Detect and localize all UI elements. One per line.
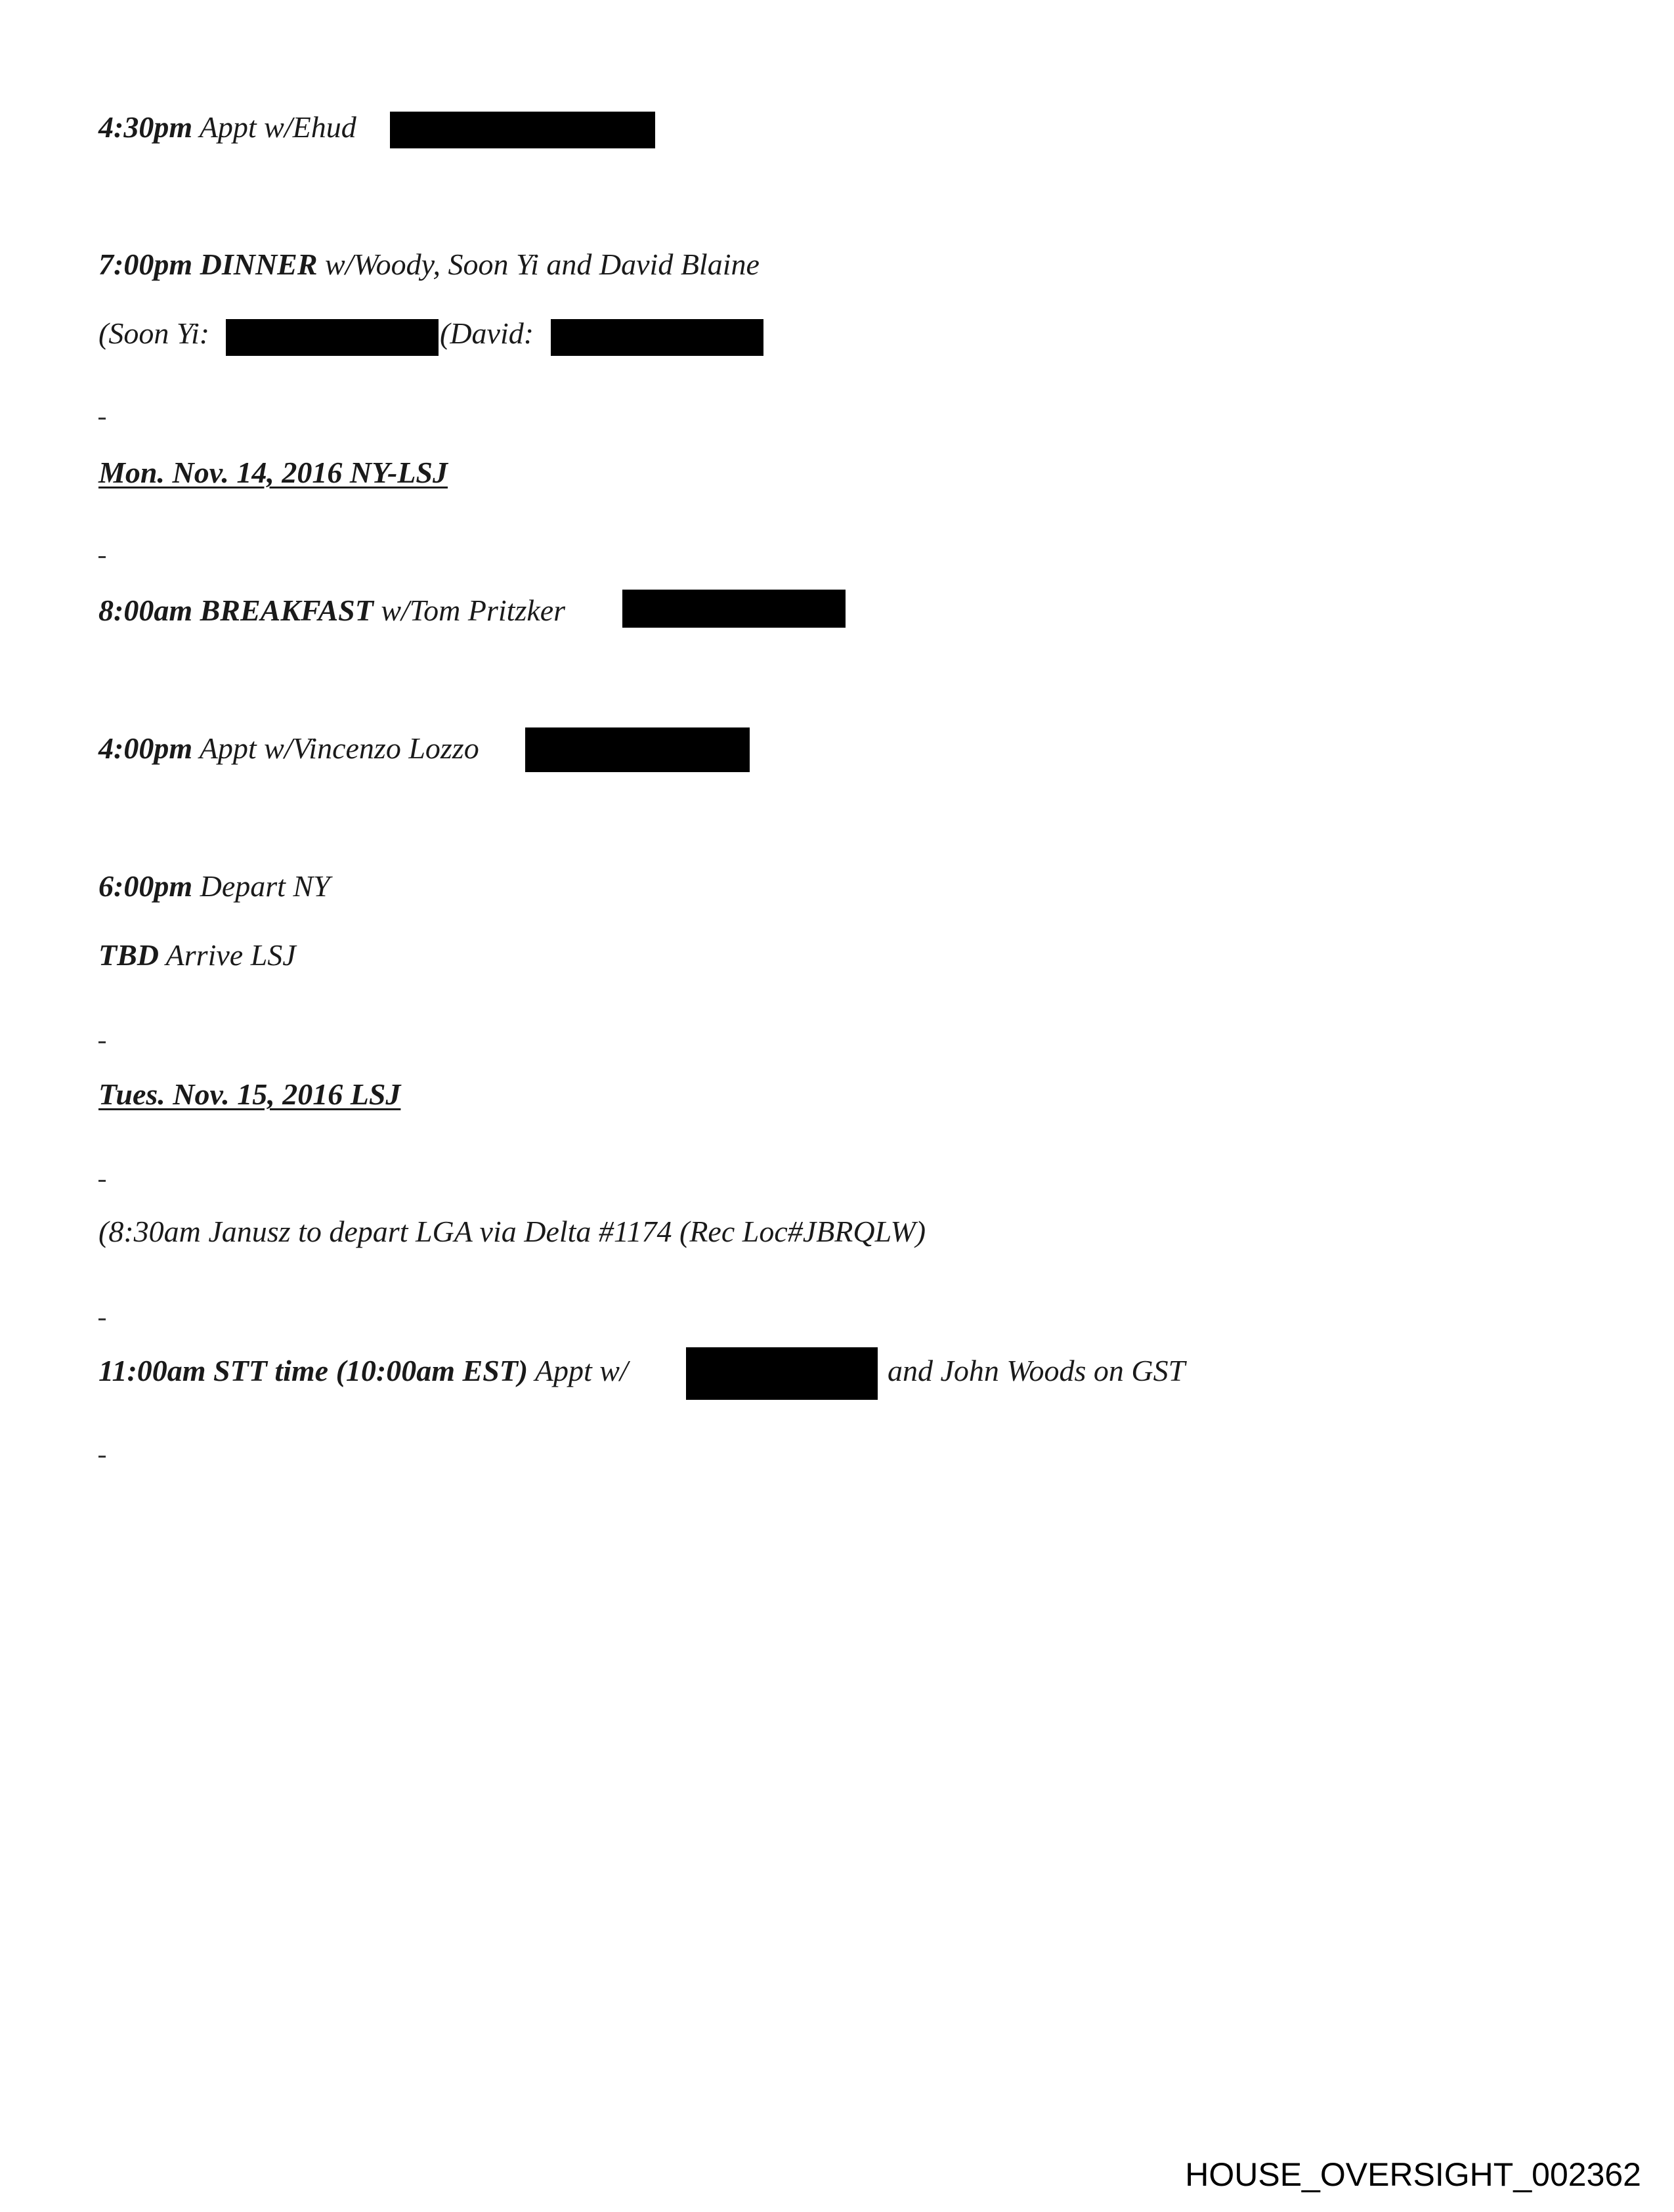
- entry-stt-continued: [888, 1351, 1185, 1391]
- bates-number: HOUSE_OVERSIGHT_002362: [1185, 2156, 1641, 2193]
- entry-janusz: (8:30am Janusz to depart LGA via Delta #1174 (Rec Loc#JBRQLW): [98, 1215, 926, 1248]
- soon-yi-label: (Soon Yi:: [98, 316, 210, 350]
- date-heading-tue: Tues. Nov. 15, 2016 LSJ: [98, 1077, 401, 1111]
- entry-david-label: [440, 314, 534, 353]
- entry-time: 7:00pm DINNER: [98, 248, 318, 281]
- entry-text: Depart NY: [200, 869, 330, 903]
- entry-text: Appt w/Vincenzo Lozzo: [199, 731, 479, 765]
- redaction-box: [686, 1347, 878, 1400]
- entry-time: 8:00am BREAKFAST: [98, 594, 374, 627]
- entry-vincenzo: [98, 729, 479, 768]
- entry-text: Appt w/Ehud: [199, 110, 356, 144]
- entry-text-before: Appt w/: [534, 1354, 628, 1387]
- entry-text: w/Tom Pritzker: [381, 594, 566, 627]
- entry-time: TBD: [98, 938, 159, 972]
- entry-text: w/Woody, Soon Yi and David Blaine: [325, 248, 760, 281]
- entry-dinner-contacts: [98, 314, 209, 353]
- redaction-box: [226, 319, 439, 356]
- entry-depart: [98, 867, 330, 906]
- entry-time: 4:00pm: [98, 731, 193, 765]
- entry-ehud: [98, 108, 356, 147]
- separator-dash: [98, 1180, 106, 1182]
- entry-dinner: [98, 245, 760, 284]
- separator-dash: [98, 1456, 106, 1458]
- entry-time: 11:00am STT time (10:00am EST): [98, 1354, 528, 1387]
- redaction-box: [551, 319, 763, 356]
- date-heading-mon: Mon. Nov. 14, 2016 NY-LSJ: [98, 456, 448, 489]
- entry-text: Arrive LSJ: [165, 938, 296, 972]
- separator-dash: [98, 418, 106, 420]
- redaction-box: [525, 727, 750, 772]
- redaction-box: [622, 590, 846, 628]
- entry-arrive: [98, 936, 296, 975]
- entry-stt: [98, 1351, 628, 1391]
- separator-dash: [98, 556, 106, 558]
- redaction-box: [390, 112, 655, 148]
- entry-time: 6:00pm: [98, 869, 193, 903]
- separator-dash: [98, 1041, 106, 1043]
- entry-breakfast: [98, 591, 565, 630]
- entry-time: 4:30pm: [98, 110, 193, 144]
- entry-text-after: and John Woods on GST: [888, 1354, 1186, 1387]
- david-label: (David:: [440, 316, 534, 350]
- separator-dash: [98, 1318, 106, 1320]
